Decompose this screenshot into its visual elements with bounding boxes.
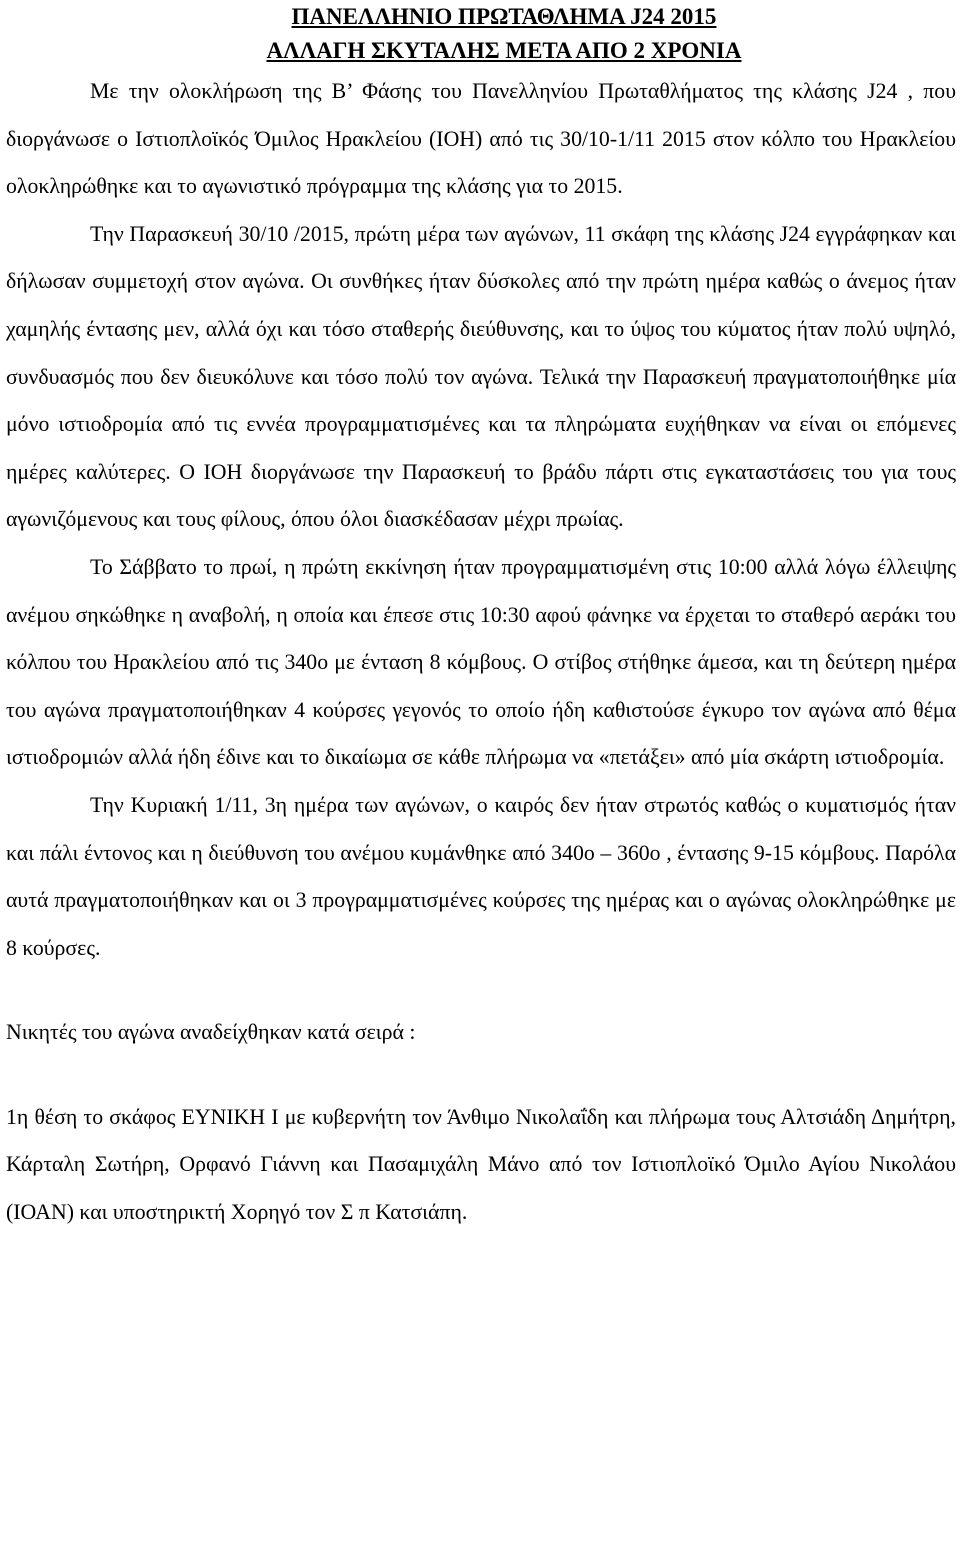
paragraph-saturday: Το Σάββατο το πρωί, η πρώτη εκκίνηση ήταν προγραμματισμένη στις 10:00 αλλά λόγω έλλειψης ανέμου σηκώθηκε η αναβολή, η οποία και έπεσε στις 10:30 αφού φάνηκε να έρχεται το σταθερό αεράκι του κόλπου του Ηρακλείου από τις 340ο με ένταση 8 κόμβους. Ο στίβος στήθηκε άμεσα, και τη δεύτερη ημέρα του αγώνα πραγματοποιήθηκαν 4 κούρσες γεγονός το οποίο ήδη καθιστούσε έγκυρο τον αγώνα από θέμα ιστιοδρομιών αλλά ήδη έδινε και το δικαίωμα σε κάθε πλήρωμα να «πετάξει» από μία σκάρτη ιστιοδρομία. [6, 554, 956, 770]
title-line-1: ΠΑΝΕΛΛΗΝΙΟ ΠΡΩΤΑΘΛΗΜΑ J24 2015 [291, 4, 717, 29]
document-page [6, 0, 956, 1237]
document-body [6, 68, 956, 1237]
document-header [6, 0, 956, 68]
paragraph-sunday: Την Κυριακή 1/11, 3η ημέρα των αγώνων, ο καιρός δεν ήταν στρωτός καθώς ο κυματισμός ήταν και πάλι έντονος και η διεύθυνση του ανέμου κυμάνθηκε από 340ο – 360ο , έντασης 9-15 κόμβους. Παρόλα αυτά πραγματοποιήθηκαν και οι 3 προγραμματισμένες κούρσες της ημέρας και ο αγώνας ολοκληρώθηκε με 8 κούρσες. [6, 792, 956, 960]
paragraph-first-place: 1η θέση το σκάφος ΕΥΝΙΚΗ Ι με κυβερνήτη τον Άνθιμο Νικολαΐδη και πλήρωμα τους Αλτσιάδη Δημήτρη, Κάρταλη Σωτήρη, Ορφανό Γιάννη και Πασαμιχάλη Μάνο από τον Ιστιοπλοϊκό Όμιλο Αγίου Νικολάου (ΙΟΑΝ) και υποστηρικτή Χορηγό τον Σ π Κατσιάπη. [6, 1104, 956, 1225]
paragraph-intro: Με την ολοκλήρωση της Β’ Φάσης του Πανελληνίου Πρωταθλήματος της κλάσης J24 , που διοργάνωσε ο Ιστιοπλοϊκός Όμιλος Ηρακλείου (ΙΟΗ) από τις 30/10-1/11 2015 στον κόλπο του Ηρακλείου ολοκληρώθηκε και το αγωνιστικό πρόγραμμα της κλάσης για το 2015. [6, 79, 956, 199]
paragraph-friday: Την Παρασκευή 30/10 /2015, πρώτη μέρα των αγώνων, 11 σκάφη της κλάσης J24 εγγράφηκαν και δήλωσαν συμμετοχή στον αγώνα. Οι συνθήκες ήταν δύσκολες από την πρώτη ημέρα καθώς ο άνεμος ήταν χαμηλής έντασης μεν, αλλά όχι και τόσο σταθερής διεύθυνσης, και το ύψος του κύματος ήταν πολύ υψηλό, συνδυασμός που δεν διευκόλυνε και τόσο πολύ τον αγώνα. Τελικά την Παρασκευή πραγματοποιήθηκε μία μόνο ιστιοδρομία από τις εννέα προγραμματισμένες και τα πληρώματα ευχήθηκαν να είναι οι επόμενες ημέρες καλύτερες. Ο ΙΟΗ διοργάνωσε την Παρασκευή το βράδυ πάρτι στις εγκαταστάσεις του για τους αγωνιζόμενους και τους φίλους, όπου όλοι διασκέδασαν μέχρι πρωίας. [6, 221, 956, 532]
title-line-2: ΑΛΛΑΓΗ ΣΚΥΤΑΛΗΣ ΜΕΤΑ ΑΠΟ 2 ΧΡΟΝΙΑ [266, 38, 742, 63]
paragraph-winners-heading: Νικητές του αγώνα αναδείχθηκαν κατά σειρά : [6, 1020, 416, 1045]
